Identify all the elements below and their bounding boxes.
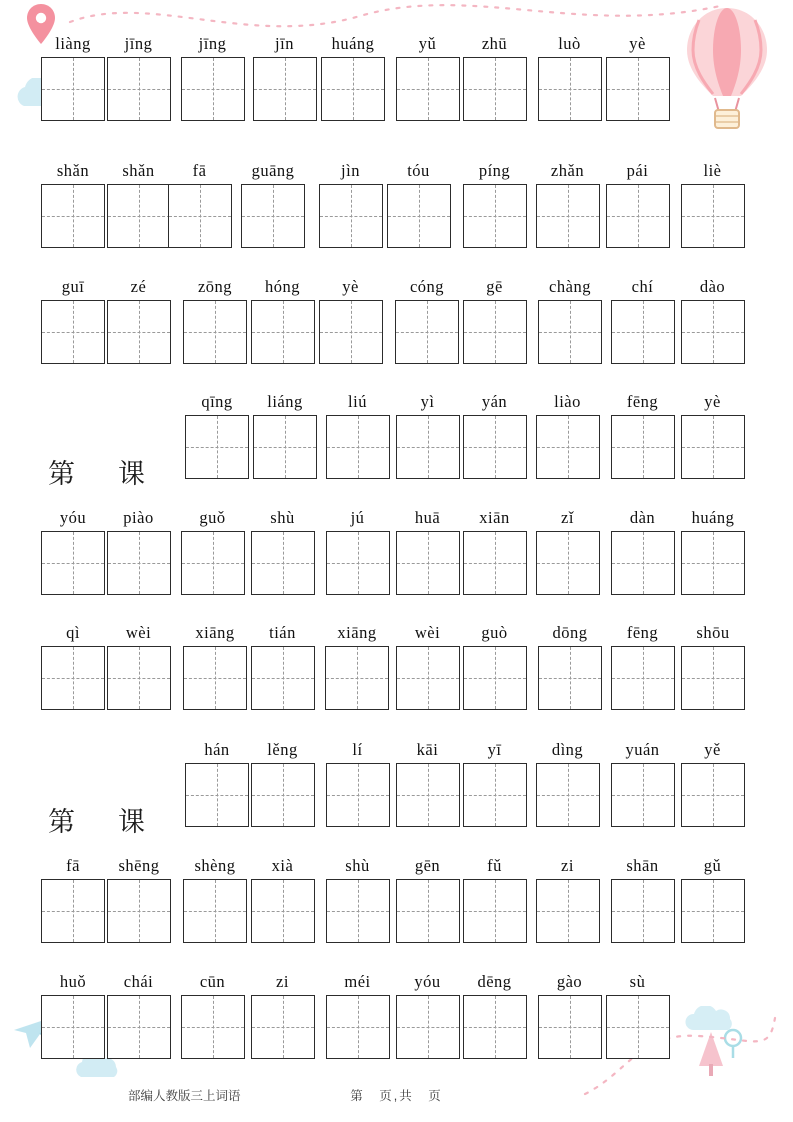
pinyin-label: xiāng [195,623,235,642]
tianzige-writing-box[interactable] [325,646,389,710]
worksheet-row [0,161,793,254]
pinyin-label: jīn [275,34,294,53]
tianzige-writing-box[interactable] [251,531,315,595]
pinyin-label: dìng [551,740,584,759]
tianzige-writing-box[interactable] [463,184,527,248]
tianzige-writing-box[interactable] [41,57,105,121]
tianzige-writing-box[interactable] [681,415,745,479]
tianzige-writing-box[interactable] [181,995,245,1059]
tianzige-writing-box[interactable] [41,300,105,364]
pinyin-label: yóu [414,972,441,991]
pinyin-label: dōng [552,623,588,642]
worksheet-row [0,856,793,949]
pinyin-label: cūn [199,972,226,991]
pinyin-label: hóng [265,277,300,296]
tianzige-writing-box[interactable] [538,995,602,1059]
tianzige-writing-box[interactable] [326,763,390,827]
pinyin-label: liè [703,161,722,180]
tianzige-writing-box[interactable] [463,879,527,943]
pinyin-label: zhū [481,34,508,53]
tianzige-writing-box[interactable] [396,57,460,121]
pinyin-label: liào [554,392,581,411]
tianzige-writing-box[interactable] [606,57,670,121]
pinyin-label: chái [123,972,154,991]
pinyin-label: fēng [626,392,659,411]
pinyin-label: yè [704,392,721,411]
tianzige-writing-box[interactable] [251,300,315,364]
pinyin-label: shēng [118,856,160,875]
footer-source-label: 部编人教版三上词语 [128,1089,241,1103]
tianzige-writing-box[interactable] [251,646,315,710]
pinyin-label: zhǎn [550,161,585,180]
pinyin-label: tóu [407,161,430,180]
pinyin-label: qì [66,623,80,642]
tianzige-writing-box[interactable] [185,763,249,827]
tianzige-writing-box[interactable] [181,531,245,595]
pinyin-label: yuán [625,740,660,759]
tianzige-writing-box[interactable] [606,995,670,1059]
pinyin-label: zi [561,856,574,875]
tianzige-writing-box[interactable] [681,763,745,827]
pinyin-label: shù [270,508,295,527]
tianzige-writing-box[interactable] [185,415,249,479]
pinyin-label: tián [269,623,296,642]
tianzige-writing-box[interactable] [463,995,527,1059]
pinyin-label: jīng [124,34,153,53]
tianzige-writing-box[interactable] [396,646,460,710]
pinyin-label: yì [420,392,435,411]
pinyin-label: gào [556,972,583,991]
tianzige-writing-box[interactable] [536,415,600,479]
pinyin-label: cóng [409,277,445,296]
pinyin-label: píng [478,161,511,180]
pinyin-label: xiāng [337,623,377,642]
pinyin-label: guī [61,277,85,296]
tianzige-writing-box[interactable] [681,300,745,364]
tianzige-writing-box[interactable] [41,879,105,943]
pinyin-label: liú [348,392,367,411]
tianzige-writing-box[interactable] [396,879,460,943]
pinyin-label: fā [192,161,207,180]
pinyin-label: dào [699,277,726,296]
tianzige-writing-box[interactable] [463,300,527,364]
pinyin-label: yě [704,740,721,759]
tianzige-writing-box[interactable] [107,184,171,248]
tianzige-writing-box[interactable] [681,184,745,248]
tianzige-writing-box[interactable] [251,995,315,1059]
tianzige-writing-box[interactable] [107,57,171,121]
tianzige-writing-box[interactable] [321,57,385,121]
pinyin-label: liàng [55,34,91,53]
pinyin-label: lí [352,740,363,759]
pinyin-label: qīng [201,392,233,411]
pinyin-label: yán [481,392,508,411]
tianzige-writing-box[interactable] [319,300,383,364]
pinyin-label: wèi [414,623,441,642]
footer-page-number: 第 页,共 页 [350,1089,443,1103]
tianzige-writing-box[interactable] [611,531,675,595]
tianzige-writing-box[interactable] [396,995,460,1059]
pinyin-label: jú [350,508,365,527]
tianzige-writing-box[interactable] [463,646,527,710]
pinyin-label: shǎn [56,161,90,180]
pinyin-label: zé [130,277,147,296]
pinyin-label: méi [344,972,371,991]
pinyin-label: fā [66,856,80,875]
pinyin-label: dàn [629,508,656,527]
pinyin-label: huǒ [59,972,87,991]
tianzige-writing-box[interactable] [536,531,600,595]
pinyin-label: hán [204,740,230,759]
pinyin-label: yè [342,277,359,296]
tianzige-writing-box[interactable] [326,879,390,943]
tianzige-writing-box[interactable] [536,879,600,943]
tianzige-writing-box[interactable] [463,415,527,479]
tianzige-writing-box[interactable] [41,184,105,248]
pinyin-label: shǎn [122,161,155,180]
page-footer [0,1084,793,1106]
tianzige-writing-box[interactable] [538,300,602,364]
tianzige-writing-box[interactable] [326,415,390,479]
tianzige-writing-box[interactable] [107,300,171,364]
tianzige-writing-box[interactable] [41,646,105,710]
tianzige-writing-box[interactable] [107,995,171,1059]
tianzige-writing-box[interactable] [611,646,675,710]
pinyin-label: fǔ [487,856,502,875]
tianzige-writing-box[interactable] [183,300,247,364]
tianzige-writing-box[interactable] [251,763,315,827]
worksheet-row [0,972,793,1065]
tianzige-writing-box[interactable] [241,184,305,248]
tianzige-writing-box[interactable] [181,57,245,121]
pinyin-label: piào [123,508,154,527]
tianzige-writing-box[interactable] [107,531,171,595]
tianzige-writing-box[interactable] [395,300,459,364]
worksheet-row [0,34,793,127]
tianzige-writing-box[interactable] [538,646,602,710]
pinyin-label: huā [414,508,441,527]
tianzige-writing-box[interactable] [396,531,460,595]
tianzige-writing-box[interactable] [463,57,527,121]
pinyin-label: huáng [331,34,375,53]
pinyin-label: yǔ [418,34,437,53]
tianzige-writing-box[interactable] [168,184,232,248]
tianzige-writing-box[interactable] [319,184,383,248]
pinyin-label: shān [626,856,659,875]
pinyin-label: dēng [477,972,512,991]
tianzige-writing-box[interactable] [463,763,527,827]
pinyin-label: chàng [549,277,591,296]
pinyin-label: zōng [197,277,233,296]
pinyin-label: yī [487,740,502,759]
pinyin-label: yóu [59,508,87,527]
pinyin-label: jīng [198,34,227,53]
pinyin-label: kāi [416,740,439,759]
pinyin-label: huáng [691,508,735,527]
pinyin-label: jìn [341,161,360,180]
tianzige-writing-box[interactable] [681,531,745,595]
pinyin-label: shèng [194,856,236,875]
worksheet-row [0,508,793,601]
pinyin-label: pái [626,161,649,180]
tianzige-writing-box[interactable] [611,763,675,827]
worksheet-row [0,623,793,716]
tianzige-writing-box[interactable] [463,531,527,595]
pinyin-label: xià [271,856,294,875]
tianzige-writing-box[interactable] [253,57,317,121]
pinyin-label: fēng [626,623,659,642]
pinyin-label: zi [276,972,289,991]
tianzige-writing-box[interactable] [183,879,247,943]
pinyin-label: yè [629,34,646,53]
lesson-number-label[interactable]: 第 课 [48,459,153,489]
pinyin-label: gē [486,277,503,296]
tianzige-writing-box[interactable] [326,995,390,1059]
pinyin-label: chí [631,277,654,296]
tianzige-writing-box[interactable] [326,531,390,595]
tianzige-writing-box[interactable] [387,184,451,248]
tianzige-writing-box[interactable] [681,879,745,943]
pinyin-label: guǒ [199,508,226,527]
pinyin-label: zǐ [561,508,574,527]
tianzige-writing-box[interactable] [538,57,602,121]
tianzige-writing-box[interactable] [611,300,675,364]
tianzige-writing-box[interactable] [107,879,171,943]
tianzige-writing-box[interactable] [611,879,675,943]
tianzige-writing-box[interactable] [396,415,460,479]
tianzige-writing-box[interactable] [251,879,315,943]
lesson-number-label[interactable]: 第 课 [48,807,153,837]
pinyin-label: guāng [251,161,295,180]
tianzige-writing-box[interactable] [536,763,600,827]
tianzige-writing-box[interactable] [606,184,670,248]
pinyin-label: luò [558,34,581,53]
pinyin-label: shù [345,856,370,875]
tianzige-writing-box[interactable] [41,995,105,1059]
tianzige-writing-box[interactable] [611,415,675,479]
pinyin-label: guò [481,623,508,642]
tianzige-writing-box[interactable] [396,763,460,827]
pinyin-label: xiān [479,508,510,527]
tianzige-writing-box[interactable] [536,184,600,248]
tianzige-writing-box[interactable] [183,646,247,710]
pinyin-label: gēn [414,856,441,875]
worksheet-row [0,392,793,489]
worksheet-row [0,740,793,837]
tianzige-writing-box[interactable] [253,415,317,479]
pinyin-label: wèi [125,623,152,642]
pinyin-label: shōu [696,623,730,642]
tianzige-writing-box[interactable] [41,531,105,595]
pinyin-label: lěng [267,740,298,759]
pinyin-label: liáng [267,392,303,411]
tianzige-writing-box[interactable] [107,646,171,710]
worksheet-row [0,277,793,370]
pinyin-label: sù [629,972,646,991]
tianzige-writing-box[interactable] [681,646,745,710]
pinyin-label: gǔ [703,856,722,875]
